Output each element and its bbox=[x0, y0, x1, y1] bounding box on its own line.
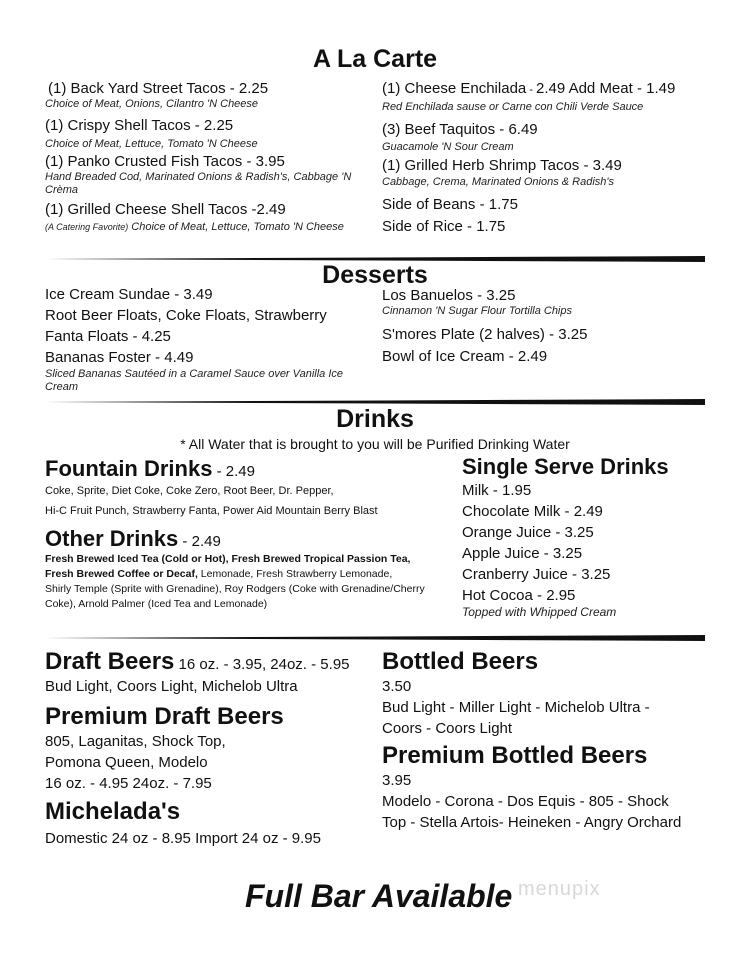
premium-draft-line: Pomona Queen, Modelo bbox=[45, 754, 208, 771]
draft-beers-title: Draft Beers bbox=[45, 648, 175, 675]
desserts-title: Desserts bbox=[322, 261, 428, 289]
enchilada-separator: - bbox=[526, 84, 537, 96]
section-divider bbox=[45, 635, 705, 641]
drink-item: Orange Juice - 3.25 bbox=[462, 524, 594, 541]
menu-item-name: (1) Grilled Herb Shrimp Tacos - 3.49 bbox=[382, 157, 622, 174]
draft-beers-price: 16 oz. - 3.95, 24oz. - 5.95 bbox=[174, 656, 350, 673]
menu-item-desc: Hand Breaded Cod, Marinated Onions & Radish's, Cabbage 'N Crèma bbox=[45, 171, 352, 196]
drink-item: Hot Cocoa - 2.95 bbox=[462, 587, 576, 604]
other-drinks-block bbox=[45, 526, 455, 612]
premium-draft-line: 16 oz. - 4.95 24oz. - 7.95 bbox=[45, 775, 212, 792]
menu-item-name: Bananas Foster - 4.49 bbox=[45, 349, 194, 366]
other-drinks-price: - 2.49 bbox=[178, 533, 221, 550]
single-serve-title: Single Serve Drinks bbox=[462, 454, 669, 479]
fountain-drinks-heading bbox=[45, 456, 455, 482]
water-note: * All Water that is brought to you will be Purified Drinking Water bbox=[180, 436, 570, 452]
section-divider-shape bbox=[45, 635, 705, 641]
menu-item-name: (1) Crispy Shell Tacos - 2.25 bbox=[45, 117, 234, 134]
enchilada-price: 2.49 Add Meat - 1.49 bbox=[536, 80, 676, 97]
bottled-beers-price: 3.50 bbox=[382, 678, 412, 695]
desserts-right-column bbox=[382, 287, 712, 366]
fountain-drinks-block bbox=[45, 456, 455, 521]
menu-item-name: Los Banuelos - 3.25 bbox=[382, 287, 516, 304]
menu-item-desc: Choice of Meat, Onions, Cilantro 'N Cheese bbox=[45, 98, 259, 110]
menu-item-name: Side of Rice - 1.75 bbox=[382, 218, 506, 235]
other-drinks-heading bbox=[45, 526, 455, 552]
beers-right-column bbox=[382, 648, 712, 833]
catering-favorite-tag: (A Catering Favorite) bbox=[45, 222, 129, 232]
menu-item-name: (1) Back Yard Street Tacos - 2.25 bbox=[48, 80, 269, 97]
draft-beers-list: Bud Light, Coors Light, Michelob Ultra bbox=[45, 678, 298, 695]
premium-bottled-price: 3.95 bbox=[382, 772, 412, 789]
premium-draft-line: 805, Laganitas, Shock Top, bbox=[45, 733, 226, 750]
menu-item-desc: Red Enchilada sause or Carne con Chili Verde Sauce bbox=[382, 101, 644, 113]
menu-item-name: Root Beer Floats, Coke Floats, Strawberry bbox=[45, 307, 327, 324]
drink-item: Milk - 1.95 bbox=[462, 482, 532, 499]
menu-item-name: Fanta Floats - 4.25 bbox=[45, 328, 171, 345]
draft-beers-heading bbox=[45, 648, 380, 676]
fountain-drinks-title: Fountain Drinks bbox=[45, 456, 213, 481]
drink-item: Chocolate Milk - 2.49 bbox=[462, 503, 603, 520]
menu-item-name: (3) Beef Taquitos - 6.49 bbox=[382, 121, 538, 138]
premium-bottled-line: Top - Stella Artois- Heineken - Angry Orchard bbox=[382, 814, 682, 831]
drink-item: Apple Juice - 3.25 bbox=[462, 545, 583, 562]
menu-item-desc: Cabbage, Crema, Marinated Onions & Radish's bbox=[382, 176, 614, 188]
other-drinks-title: Other Drinks bbox=[45, 526, 179, 551]
a-la-carte-title: A La Carte bbox=[312, 45, 438, 73]
other-drinks-line: Fresh Brewed Iced Tea (Cold or Hot), Fresh Brewed Tropical Passion Tea, bbox=[45, 553, 411, 565]
menu-item-name bbox=[382, 80, 712, 99]
hot-cocoa-desc: Topped with Whipped Cream bbox=[462, 605, 617, 619]
single-serve-block bbox=[462, 454, 712, 619]
menu-item-name: (1) Panko Crusted Fish Tacos - 3.95 bbox=[45, 153, 285, 170]
fountain-drinks-line: Coke, Sprite, Diet Coke, Coke Zero, Root Beer, Dr. Pepper, bbox=[45, 485, 334, 497]
menu-item-desc: Choice of Meat, Lettuce, Tomato 'N Cheese bbox=[45, 138, 258, 150]
lemonade-text: Lemonade, Fresh Strawberry Lemonade, bbox=[197, 568, 393, 580]
premium-bottled-line: Modelo - Corona - Dos Equis - 805 - Shock bbox=[382, 793, 669, 810]
bottled-beers-line: Coors - Coors Light bbox=[382, 720, 513, 737]
menu-item-desc: Cinnamon 'N Sugar Flour Tortilla Chips bbox=[382, 305, 572, 317]
premium-draft-title: Premium Draft Beers bbox=[45, 703, 284, 730]
fountain-drinks-line: Hi-C Fruit Punch, Strawberry Fanta, Power Aid Mountain Berry Blast bbox=[45, 505, 378, 517]
enchilada-name: (1) Cheese Enchilada bbox=[382, 80, 527, 97]
menu-item-desc: Sliced Bananas Sautéed in a Caramel Sauce over Vanilla Ice Cream bbox=[45, 368, 343, 393]
menu-item-desc-text: Choice of Meat, Lettuce, Tomato 'N Cheese bbox=[128, 221, 344, 233]
full-bar-footer: Full Bar Available bbox=[245, 878, 513, 914]
a-la-carte-right-column bbox=[382, 80, 712, 236]
menu-item-name: Ice Cream Sundae - 3.49 bbox=[45, 286, 213, 303]
bottled-beers-title: Bottled Beers bbox=[382, 648, 539, 675]
other-drinks-line: Coke), Arnold Palmer (Iced Tea and Lemonade) bbox=[45, 598, 268, 610]
menu-item-name: S'mores Plate (2 halves) - 3.25 bbox=[382, 326, 588, 343]
a-la-carte-left-column bbox=[45, 80, 380, 234]
premium-bottled-title: Premium Bottled Beers bbox=[382, 742, 648, 769]
drink-item: Cranberry Juice - 3.25 bbox=[462, 566, 611, 583]
menu-item-name: (1) Grilled Cheese Shell Tacos -2.49 bbox=[45, 201, 286, 218]
menupix-watermark: menupix bbox=[518, 878, 601, 900]
fountain-drinks-price: - 2.49 bbox=[212, 463, 255, 480]
bottled-beers-line: Bud Light - Miller Light - Michelob Ultra - bbox=[382, 699, 650, 716]
menu-item-desc: Guacamole 'N Sour Cream bbox=[382, 141, 514, 153]
desserts-left-column bbox=[45, 285, 375, 394]
other-drinks-line bbox=[45, 567, 455, 582]
beers-left-column bbox=[45, 648, 380, 849]
other-drinks-line: Shirly Temple (Sprite with Grenadine), Roy Rodgers (Coke with Grenadine/Cherry bbox=[45, 583, 425, 595]
michelada-line: Domestic 24 oz - 8.95 Import 24 oz - 9.95 bbox=[45, 830, 321, 847]
menu-item-name: Side of Beans - 1.75 bbox=[382, 196, 518, 213]
menu-item-name: Bowl of Ice Cream - 2.49 bbox=[382, 348, 548, 365]
michelada-title: Michelada's bbox=[45, 798, 181, 825]
coffee-text: Fresh Brewed Coffee or Decaf, bbox=[45, 568, 198, 580]
drinks-title: Drinks bbox=[336, 405, 414, 433]
menu-item-desc bbox=[45, 221, 380, 234]
